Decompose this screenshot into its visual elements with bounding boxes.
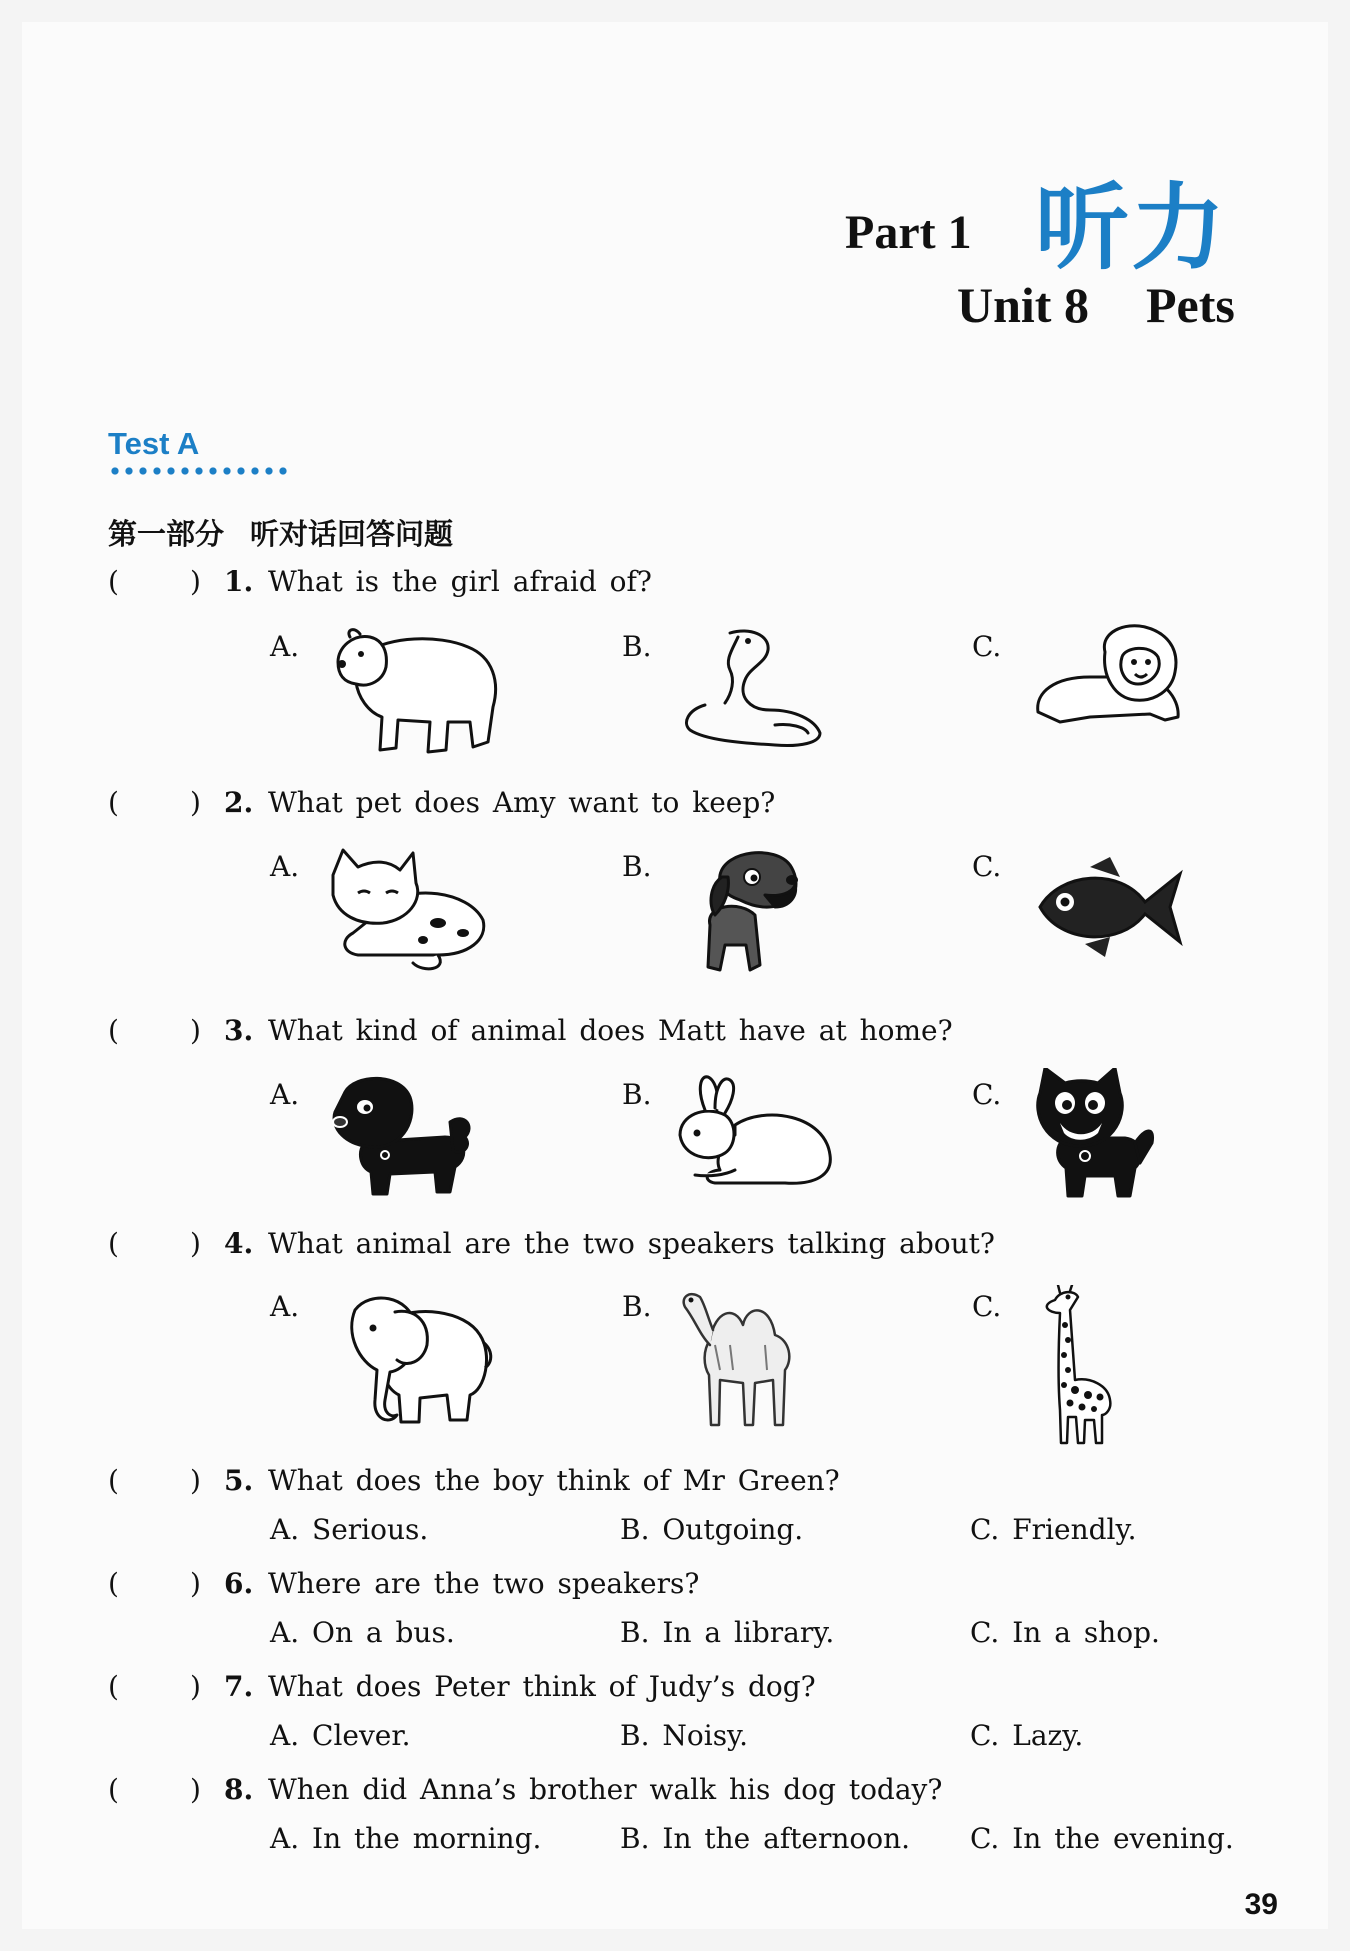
option-c: C. In a shop. (970, 1616, 1160, 1649)
question-number: 3. (224, 1014, 254, 1047)
option-b: B. Noisy. (620, 1719, 749, 1752)
answer-paren-close: ) (190, 1773, 201, 1806)
answer-paren-open: ( (108, 1567, 119, 1600)
option-letter: C. (972, 630, 1002, 663)
answer-paren-open: ( (108, 1014, 119, 1047)
option-letter: C. (972, 850, 1002, 883)
answer-paren-close: ) (190, 565, 201, 598)
elephant-icon (335, 1290, 495, 1430)
option-letter: B. (622, 850, 652, 883)
option-letter: A. (270, 630, 300, 663)
option-a: A. Clever. (270, 1719, 411, 1752)
answer-paren-close: ) (190, 1464, 201, 1497)
answer-paren-close: ) (190, 1227, 201, 1260)
black-dog-icon (325, 1072, 475, 1197)
dotted-underline (108, 466, 288, 476)
option-c: C. Lazy. (970, 1719, 1084, 1752)
option-a: A. Serious. (270, 1513, 429, 1546)
fish-icon (1030, 852, 1185, 962)
section-label: 第一部分 (108, 517, 225, 551)
black-cat-icon (1030, 1068, 1160, 1203)
page-number: 39 (1244, 1888, 1278, 1921)
lion-icon (1030, 622, 1185, 732)
cat-icon (328, 845, 488, 975)
question-text: What animal are the two speakers talking about? (268, 1227, 995, 1260)
option-a: A. In the morning. (270, 1822, 542, 1855)
question-number: 8. (224, 1773, 254, 1806)
answer-paren-open: ( (108, 786, 119, 819)
answer-paren-open: ( (108, 1227, 119, 1260)
option-letter: B. (622, 630, 652, 663)
option-letter: A. (270, 1290, 300, 1323)
option-a: A. On a bus. (270, 1616, 455, 1649)
answer-paren-open: ( (108, 1464, 119, 1497)
option-letter: C. (972, 1078, 1002, 1111)
option-letter: B. (622, 1290, 652, 1323)
answer-paren-close: ) (190, 1567, 201, 1600)
question-text: What does the boy think of Mr Green? (268, 1464, 840, 1497)
answer-paren-close: ) (190, 1670, 201, 1703)
section-heading (108, 512, 453, 553)
unit-topic: Pets (1146, 277, 1235, 333)
section-title: 听对话回答问题 (250, 517, 454, 551)
answer-paren-open: ( (108, 1773, 119, 1806)
rabbit-icon (675, 1075, 835, 1190)
dog-icon (680, 845, 815, 980)
option-c: C. In the evening. (970, 1822, 1234, 1855)
camel-icon (675, 1285, 805, 1435)
question-number: 2. (224, 786, 254, 819)
giraffe-icon (1030, 1285, 1130, 1450)
bear-icon (328, 622, 503, 762)
option-c: C. Friendly. (970, 1513, 1137, 1546)
question-text: What kind of animal does Matt have at home? (268, 1014, 953, 1047)
answer-paren-open: ( (108, 1670, 119, 1703)
question-number: 7. (224, 1670, 254, 1703)
question-number: 1. (224, 565, 254, 598)
snake-icon (680, 625, 830, 750)
question-text: When did Anna’s brother walk his dog today? (268, 1773, 943, 1806)
option-b: B. In a library. (620, 1616, 835, 1649)
question-text: What does Peter think of Judy’s dog? (268, 1670, 816, 1703)
unit-label: Unit 8 (957, 277, 1089, 333)
question-text: What is the girl afraid of? (268, 565, 652, 598)
option-letter: A. (270, 850, 300, 883)
question-number: 5. (224, 1464, 254, 1497)
option-letter: C. (972, 1290, 1002, 1323)
question-text: Where are the two speakers? (268, 1567, 700, 1600)
part-label: Part 1 (845, 206, 972, 259)
option-b: B. Outgoing. (620, 1513, 804, 1546)
question-number: 4. (224, 1227, 254, 1260)
option-letter: B. (622, 1078, 652, 1111)
test-label: Test A (108, 426, 200, 461)
option-letter: A. (270, 1078, 300, 1111)
option-b: B. In the afternoon. (620, 1822, 911, 1855)
answer-paren-close: ) (190, 786, 201, 819)
title-listening: 听力 (1035, 174, 1228, 283)
question-text: What pet does Amy want to keep? (268, 786, 776, 819)
answer-paren-close: ) (190, 1014, 201, 1047)
answer-paren-open: ( (108, 565, 119, 598)
question-number: 6. (224, 1567, 254, 1600)
